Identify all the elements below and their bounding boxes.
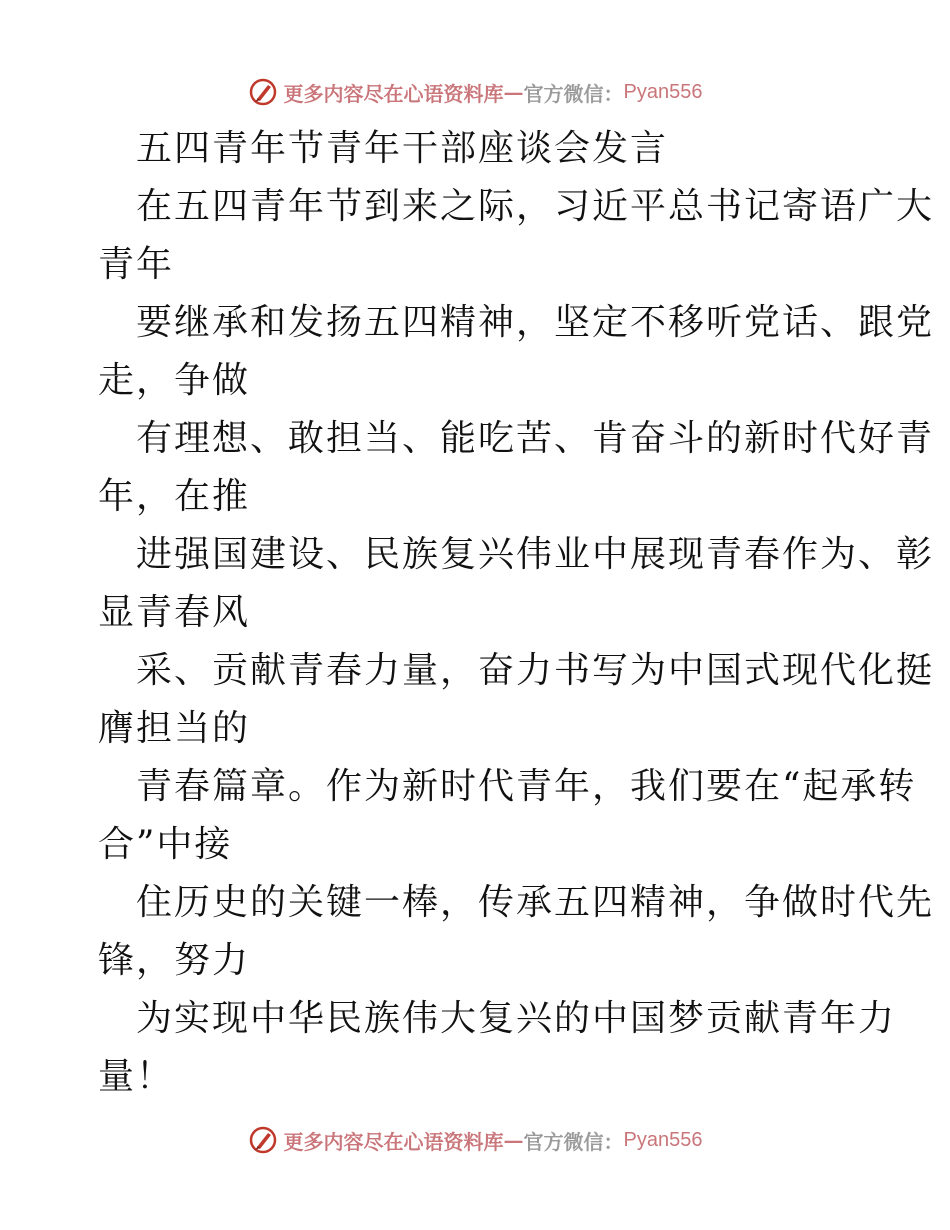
paragraph-line: 采、贡献青春力量，奋力书写为中国式现代化挺 [136, 650, 935, 691]
paragraph-line: 量！ [98, 1056, 175, 1097]
paragraph-line: 要继承和发扬五四精神，坚定不移听党话、跟党 [136, 302, 935, 343]
paragraph-line: 进强国建设、民族复兴伟业中展现青春作为、彰 [136, 534, 935, 575]
banner-separator: — [503, 1128, 524, 1152]
paragraph-line: 显青春风 [98, 592, 251, 633]
banner-wechat-label: 官方微信： [523, 81, 624, 106]
banner-separator: — [503, 80, 524, 104]
header-banner [0, 72, 950, 112]
paragraph-line: 年，在推 [98, 476, 251, 517]
paragraph-line: 青年 [98, 244, 175, 285]
quill-pen-logo-icon [248, 1125, 278, 1155]
banner-site-text: 更多内容尽在心语资料库 [283, 81, 504, 106]
paragraph-line: 有理想、敢担当、能吃苦、肯奋斗的新时代好青 [136, 418, 935, 459]
banner-wechat-label: 官方微信： [523, 1129, 624, 1154]
banner-wechat-id: Pyan556 [623, 80, 703, 103]
paragraph-line: 在五四青年节到来之际，习近平总书记寄语广大 [136, 186, 935, 227]
footer-banner [0, 1120, 950, 1160]
banner-wechat-id: Pyan556 [623, 1128, 703, 1151]
banner-site-text: 更多内容尽在心语资料库 [283, 1129, 504, 1154]
quill-pen-logo-icon [248, 77, 278, 107]
document-body [98, 120, 935, 1106]
paragraph-line: 合”中接 [98, 824, 233, 865]
paragraph-line: 青春篇章。作为新时代青年，我们要在“起承转 [136, 766, 917, 807]
paragraph-line: 膺担当的 [98, 708, 251, 749]
document-title: 五四青年节青年干部座谈会发言 [136, 128, 669, 169]
paragraph-line: 锋，努力 [98, 940, 251, 981]
paragraph-line: 走，争做 [98, 360, 251, 401]
paragraph-line: 为实现中华民族伟大复兴的中国梦贡献青年力 [136, 998, 897, 1039]
paragraph-line: 住历史的关键一棒，传承五四精神，争做时代先 [136, 882, 935, 923]
